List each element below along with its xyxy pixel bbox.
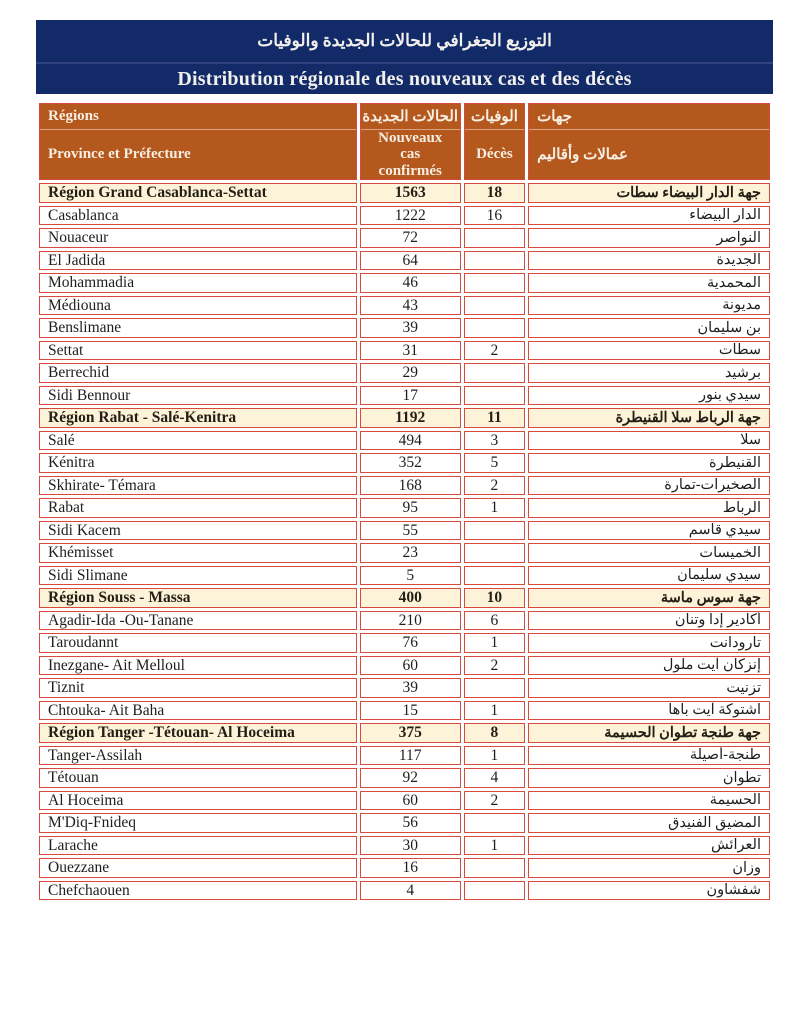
new-cases-value: 31 — [360, 341, 461, 361]
banner-title-arabic: التوزيع الجغرافي للحالات الجديدة والوفيات — [36, 20, 773, 64]
header-deaths-french-label: Décès — [476, 146, 513, 162]
new-cases-value: 55 — [360, 521, 461, 541]
deaths-value: 2 — [464, 341, 525, 361]
new-cases-value: 92 — [360, 768, 461, 788]
name-fr: Ouezzane — [39, 858, 357, 878]
name-fr: Skhirate- Témara — [39, 476, 357, 496]
distribution-table — [36, 100, 773, 903]
name-fr: Région Souss - Massa — [39, 588, 357, 608]
new-cases-value: 5 — [360, 566, 461, 586]
new-cases-value: 30 — [360, 836, 461, 856]
header-new-cases-french-label: Nouveaux cas confirmés — [378, 130, 443, 179]
name-fr: Région Tanger -Tétouan- Al Hoceima — [39, 723, 357, 743]
header-regions-label: Régions — [40, 104, 356, 130]
name-ar: الجديدة — [528, 251, 770, 271]
province-row — [39, 813, 770, 833]
name-ar: تارودانت — [528, 633, 770, 653]
new-cases-value: 117 — [360, 746, 461, 766]
province-row — [39, 228, 770, 248]
province-row — [39, 678, 770, 698]
new-cases-value: 4 — [360, 881, 461, 901]
name-ar: أكادير إدا وتنان — [528, 611, 770, 631]
new-cases-value: 400 — [360, 588, 461, 608]
new-cases-value: 72 — [360, 228, 461, 248]
header-cell-arabic-regions — [528, 103, 770, 180]
new-cases-value: 1192 — [360, 408, 461, 428]
province-row — [39, 521, 770, 541]
deaths-value — [464, 543, 525, 563]
deaths-value: 3 — [464, 431, 525, 451]
name-fr: Chtouka- Ait Baha — [39, 701, 357, 721]
province-row — [39, 431, 770, 451]
deaths-value — [464, 318, 525, 338]
name-ar: سيدي سليمان — [528, 566, 770, 586]
new-cases-value: 39 — [360, 318, 461, 338]
name-ar: الرباط — [528, 498, 770, 518]
name-ar: تزنيت — [528, 678, 770, 698]
name-fr: Inezgane- Ait Melloul — [39, 656, 357, 676]
deaths-value: 10 — [464, 588, 525, 608]
new-cases-value: 375 — [360, 723, 461, 743]
name-fr: Tiznit — [39, 678, 357, 698]
deaths-value: 4 — [464, 768, 525, 788]
deaths-value — [464, 273, 525, 293]
name-fr: Tanger-Assilah — [39, 746, 357, 766]
province-row — [39, 701, 770, 721]
name-ar: سلا — [528, 431, 770, 451]
deaths-value — [464, 858, 525, 878]
name-fr: Région Grand Casablanca-Settat — [39, 183, 357, 203]
new-cases-value: 17 — [360, 386, 461, 406]
name-ar: اشتوكة آيت باها — [528, 701, 770, 721]
province-row — [39, 881, 770, 901]
name-ar: شفشاون — [528, 881, 770, 901]
table-header-row — [39, 103, 770, 180]
province-row — [39, 363, 770, 383]
new-cases-value: 95 — [360, 498, 461, 518]
province-row — [39, 206, 770, 226]
name-ar: الخميسات — [528, 543, 770, 563]
province-row — [39, 858, 770, 878]
name-ar: الصخيرات-تمارة — [528, 476, 770, 496]
deaths-value — [464, 521, 525, 541]
new-cases-value: 168 — [360, 476, 461, 496]
table-body — [39, 183, 770, 900]
name-fr: Berrechid — [39, 363, 357, 383]
province-row — [39, 611, 770, 631]
province-row — [39, 633, 770, 653]
deaths-value: 8 — [464, 723, 525, 743]
name-ar: بن سليمان — [528, 318, 770, 338]
header-cell-regions — [39, 103, 357, 180]
name-fr: Kénitra — [39, 453, 357, 473]
name-fr: Salé — [39, 431, 357, 451]
deaths-value: 2 — [464, 656, 525, 676]
name-fr: El Jadida — [39, 251, 357, 271]
header-province-arabic-label: عمالات وأقاليم — [537, 147, 628, 163]
name-ar: القنيطرة — [528, 453, 770, 473]
deaths-value: 1 — [464, 836, 525, 856]
new-cases-value: 1222 — [360, 206, 461, 226]
name-fr: Larache — [39, 836, 357, 856]
header-cell-deaths — [464, 103, 525, 180]
province-row — [39, 768, 770, 788]
name-fr: Al Hoceima — [39, 791, 357, 811]
name-ar: وزان — [528, 858, 770, 878]
deaths-value: 5 — [464, 453, 525, 473]
deaths-value — [464, 228, 525, 248]
name-fr: Sidi Kacem — [39, 521, 357, 541]
province-row — [39, 341, 770, 361]
new-cases-value: 64 — [360, 251, 461, 271]
new-cases-value: 43 — [360, 296, 461, 316]
name-ar: الدار البيضاء — [528, 206, 770, 226]
deaths-value: 1 — [464, 633, 525, 653]
distribution-table-wrapper — [36, 100, 773, 903]
deaths-value: 11 — [464, 408, 525, 428]
new-cases-value: 60 — [360, 791, 461, 811]
new-cases-value: 15 — [360, 701, 461, 721]
province-row — [39, 566, 770, 586]
name-ar: جهة سوس ماسة — [528, 588, 770, 608]
new-cases-value: 56 — [360, 813, 461, 833]
new-cases-value: 210 — [360, 611, 461, 631]
name-ar: مديونة — [528, 296, 770, 316]
deaths-value: 1 — [464, 701, 525, 721]
new-cases-value: 46 — [360, 273, 461, 293]
deaths-value — [464, 881, 525, 901]
province-row — [39, 273, 770, 293]
name-fr: Benslimane — [39, 318, 357, 338]
name-ar: برشيد — [528, 363, 770, 383]
new-cases-value: 60 — [360, 656, 461, 676]
new-cases-value: 39 — [360, 678, 461, 698]
header-regions-arabic-label: جهات — [529, 104, 769, 130]
deaths-value — [464, 678, 525, 698]
deaths-value: 1 — [464, 498, 525, 518]
name-ar: الحسيمة — [528, 791, 770, 811]
name-fr: Tétouan — [39, 768, 357, 788]
name-fr: Région Rabat - Salé-Kenitra — [39, 408, 357, 428]
name-fr: Casablanca — [39, 206, 357, 226]
deaths-value — [464, 251, 525, 271]
new-cases-value: 494 — [360, 431, 461, 451]
name-fr: Nouaceur — [39, 228, 357, 248]
province-row — [39, 656, 770, 676]
header-cell-new-cases — [360, 103, 461, 180]
name-fr: Sidi Slimane — [39, 566, 357, 586]
deaths-value: 6 — [464, 611, 525, 631]
deaths-value — [464, 296, 525, 316]
province-row — [39, 453, 770, 473]
name-ar: طنجة-أصيلة — [528, 746, 770, 766]
name-fr: Settat — [39, 341, 357, 361]
name-ar: العرائش — [528, 836, 770, 856]
region-row — [39, 408, 770, 428]
new-cases-value: 16 — [360, 858, 461, 878]
name-fr: Sidi Bennour — [39, 386, 357, 406]
province-row — [39, 296, 770, 316]
name-ar: النواصر — [528, 228, 770, 248]
name-fr: Médiouna — [39, 296, 357, 316]
name-ar: المضيق الفنيدق — [528, 813, 770, 833]
deaths-value — [464, 386, 525, 406]
name-ar: سطات — [528, 341, 770, 361]
name-fr: Rabat — [39, 498, 357, 518]
name-fr: M'Diq-Fnideq — [39, 813, 357, 833]
province-row — [39, 386, 770, 406]
new-cases-value: 76 — [360, 633, 461, 653]
region-row — [39, 183, 770, 203]
deaths-value — [464, 566, 525, 586]
province-row — [39, 318, 770, 338]
province-row — [39, 836, 770, 856]
province-row — [39, 476, 770, 496]
name-fr: Chefchaouen — [39, 881, 357, 901]
province-row — [39, 791, 770, 811]
deaths-value: 16 — [464, 206, 525, 226]
name-fr: Khémisset — [39, 543, 357, 563]
deaths-value: 2 — [464, 791, 525, 811]
deaths-value — [464, 363, 525, 383]
region-row — [39, 723, 770, 743]
province-row — [39, 746, 770, 766]
deaths-value — [464, 813, 525, 833]
header-new-cases-arabic-label: الحالات الجديدة — [361, 104, 460, 130]
region-row — [39, 588, 770, 608]
name-ar: إنزكان آيت ملول — [528, 656, 770, 676]
new-cases-value: 23 — [360, 543, 461, 563]
title-banner — [36, 20, 773, 94]
deaths-value: 18 — [464, 183, 525, 203]
name-ar: سيدي بنور — [528, 386, 770, 406]
name-fr: Agadir-Ida -Ou-Tanane — [39, 611, 357, 631]
header-province-label: Province et Préfecture — [48, 146, 191, 162]
name-ar: تطوان — [528, 768, 770, 788]
name-ar: جهة الدار البيضاء سطات — [528, 183, 770, 203]
header-deaths-arabic-label: الوفيات — [465, 104, 524, 130]
name-ar: المحمدية — [528, 273, 770, 293]
banner-title-french: Distribution régionale des nouveaux cas et des décès — [177, 67, 632, 90]
name-ar: جهة طنجة تطوان الحسيمة — [528, 723, 770, 743]
name-ar: سيدي قاسم — [528, 521, 770, 541]
name-fr: Mohammadia — [39, 273, 357, 293]
name-fr: Taroudannt — [39, 633, 357, 653]
province-row — [39, 543, 770, 563]
new-cases-value: 352 — [360, 453, 461, 473]
new-cases-value: 29 — [360, 363, 461, 383]
new-cases-value: 1563 — [360, 183, 461, 203]
province-row — [39, 498, 770, 518]
name-ar: جهة الرباط سلا القنيطرة — [528, 408, 770, 428]
deaths-value: 2 — [464, 476, 525, 496]
province-row — [39, 251, 770, 271]
deaths-value: 1 — [464, 746, 525, 766]
